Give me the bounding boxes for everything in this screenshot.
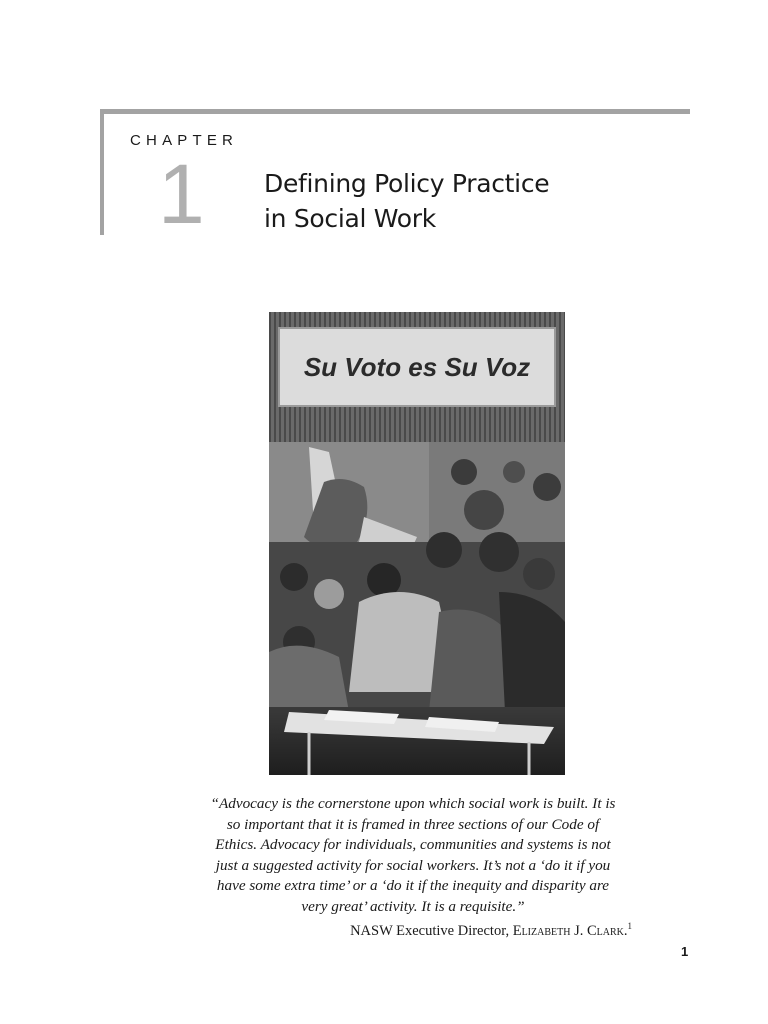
epigraph-quote [190,794,636,917]
epigraph-attribution [350,921,632,940]
chapter-title-line2: in Social Work [264,204,436,233]
quote-line: very great’ activity. It is a requisite.” [301,897,525,915]
quote-line: so important that it is framed in three sections of our Code of [226,815,600,833]
chapter-title [264,166,549,236]
chapter-rule-side [100,109,104,235]
quote-line: have some extra time’ or a ‘do it if the inequity and disparity are [216,877,610,894]
chapter-rule-top [100,109,690,114]
chapter-label: CHAPTER [130,132,239,149]
footnote-marker[interactable]: 1 [627,921,632,931]
attribution-role: NASW Executive Director, [350,923,510,939]
chapter-title-line1: Defining Policy Practice [264,169,550,198]
banner-text: Su Voto es Su Voz [303,352,531,382]
page-number: 1 [681,944,689,959]
attribution-name: Elizabeth J. Clark. [512,923,628,939]
quote-line: “Advocacy is the cornerstone upon which social work is built. It is [210,795,616,812]
quote-line: Ethics. Advocacy for individuals, communities and systems is not [215,836,611,853]
quote-line: just a suggested activity for social workers. It’s not a ‘do it if you [215,856,611,874]
chapter-photo [269,312,565,775]
chapter-number: 1 [158,147,205,241]
